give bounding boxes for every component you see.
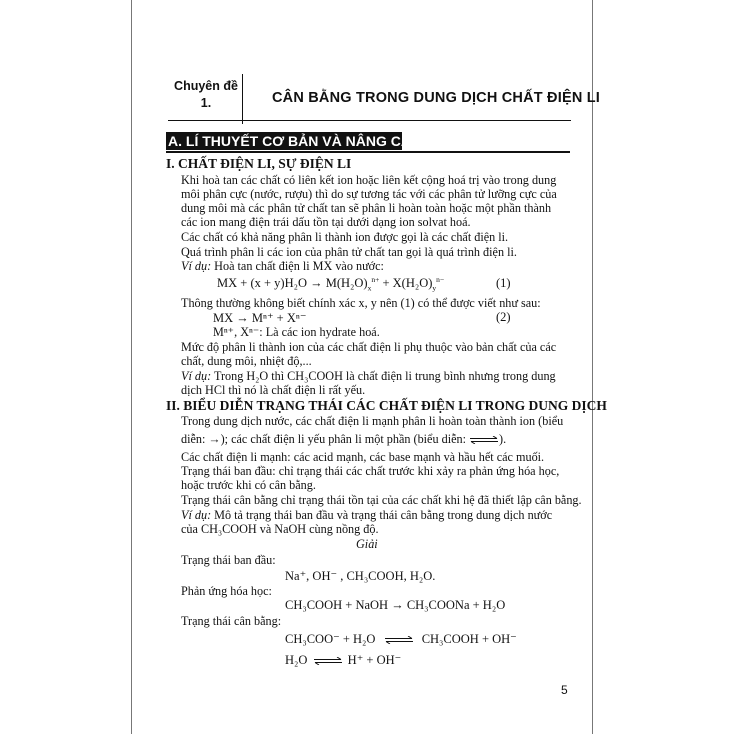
eq-b-right: H⁺ + OH⁻ — [347, 653, 402, 667]
page-number: 5 — [561, 683, 568, 697]
example-label: Ví dụ: — [181, 259, 212, 273]
paragraph-line: dung môi mà các phân tử chất tan sẽ phân li hoàn toàn hoặc một phần thành — [181, 201, 552, 215]
paragraph-line: môi phân cực (nước, rượu) thì do sự tương tác với các phân tử lưỡng cực của — [181, 187, 557, 201]
paragraph-line: dịch HCl thì nó là chất điện li rất yếu. — [181, 383, 366, 397]
eq1-right-b: + X(H₂O) — [382, 276, 433, 290]
equilibrium-equation-1 — [285, 631, 517, 647]
paragraph-line: Khi hoà tan các chất có liên kết ion hoặc liên kết cộng hoá trị vào trong dung — [181, 173, 557, 187]
example-line — [181, 369, 556, 383]
paragraph-line: Thông thường không biết chính xác x, y nên (1) có thể được viết như sau: — [181, 296, 541, 310]
paragraph-line: của CH₃COOH và NaOH cùng nồng độ. — [181, 522, 379, 536]
paragraph-line: các ion mang điện trái dấu tồn tại dưới dạng ion solvat hoá. — [181, 215, 471, 229]
example-label: Ví dụ: — [181, 508, 212, 522]
page-title: CÂN BẰNG TRONG DUNG DỊCH CHẤT ĐIỆN LI — [272, 90, 600, 106]
paragraph-line: Trong dung dịch nước, các chất điện li mạnh phân li hoàn toàn thành ion (biểu — [181, 414, 564, 428]
example-text: Trong H₂O thì CH₃COOH là chất điện li trung bình nhưng trong dung — [213, 369, 556, 383]
solution-label: Giải — [356, 537, 378, 551]
eq1-right-a: M(H₂O) — [325, 276, 368, 290]
eq-b-left: H₂O — [285, 653, 308, 667]
header-divider — [242, 74, 243, 124]
section-2-heading: II. BIỂU DIỄN TRẠNG THÁI CÁC CHẤT ĐIỆN LI TRONG DUNG DỊCH — [166, 398, 607, 413]
chapter-label-text: Chuyên đề — [174, 79, 238, 93]
paragraph-line — [181, 432, 506, 446]
paragraph-line: Quá trình phân li các ion của phân tử chất tan gọi là quá trình điện li. — [181, 245, 517, 259]
chapter-label — [170, 78, 242, 112]
eq2-left: MX — [213, 311, 234, 325]
paragraph-line: Trạng thái ban đầu: chỉ trạng thái các chất trước khi xảy ra phản ứng hóa học, — [181, 464, 560, 478]
paragraph-text: diễn: →); các chất điện li yếu phân li một phần (biểu diễn: — [181, 432, 466, 446]
example-text: Hoà tan chất điện li MX vào nước: — [214, 259, 384, 273]
eq2-right: Mⁿ⁺ + Xⁿ⁻ — [251, 311, 307, 325]
right-arrow-icon: → — [236, 311, 252, 325]
example-line — [181, 508, 552, 522]
right-arrow-icon: → — [310, 276, 326, 290]
eq2-number: (2) — [496, 310, 511, 324]
equilibrium-label: Trạng thái cân bằng: — [181, 614, 282, 628]
section-a-title: A. LÍ THUYẾT CƠ BẢN VÀ NÂNG CAO — [168, 133, 422, 149]
equation-2 — [213, 310, 306, 326]
equilibrium-arrow-icon — [311, 657, 345, 665]
eq-a-left: CH₃COO⁻ + H₂O — [285, 632, 376, 646]
example-text: Mô tả trạng thái ban đầu và trạng thái cân bằng trong dung dịch nước — [214, 508, 553, 522]
paragraph-line: chất, dung môi, nhiệt độ,... — [181, 354, 312, 368]
paragraph-line: hoặc trước khi có cân bằng. — [181, 478, 316, 492]
section-a-rule — [166, 151, 570, 153]
eq-a-right: CH₃COOH + OH⁻ — [421, 632, 517, 646]
example-label: Ví dụ: — [181, 369, 212, 383]
equilibrium-arrow-icon — [379, 636, 419, 644]
reaction-label: Phản ứng hóa học: — [181, 584, 272, 598]
header-rule — [168, 120, 571, 121]
eq1-left: MX + (x + y)H₂O — [217, 276, 307, 290]
equilibrium-arrow-icon — [469, 436, 499, 444]
paragraph-line: Các chất có khả năng phân li thành ion được gọi là các chất điện li. — [181, 230, 509, 244]
paragraph-line: Trạng thái cân bằng chỉ trạng thái tồn tại của các chất khi hệ đã thiết lập cân bằng. — [181, 493, 582, 507]
chapter-number: 1. — [200, 96, 212, 110]
section-1-heading: I. CHẤT ĐIỆN LI, SỰ ĐIỆN LI — [166, 156, 352, 171]
equation-1: MX + $(x + y)H_2O \to M(H_2O)_x^{n+} + X(H_2O)_y^{n-}$ — [217, 274, 445, 293]
initial-state: Na⁺, OH⁻ , CH₃COOH, H₂O. — [285, 569, 436, 583]
eq1-number: (1) — [496, 276, 511, 290]
paragraph-line: Mức độ phân li thành ion của các chất điện li phụ thuộc vào bản chất của các — [181, 340, 557, 354]
ion-note: Mⁿ⁺, Xⁿ⁻: Là các ion hydrate hoá. — [213, 325, 380, 339]
example-line — [181, 259, 384, 273]
reaction-equation: CH₃COOH + NaOH → CH₃COONa + H₂O — [285, 598, 506, 612]
paragraph-end: ). — [499, 432, 507, 446]
equilibrium-equation-2 — [285, 652, 401, 668]
paragraph-line: Các chất điện li mạnh: các acid mạnh, các base mạnh và hầu hết các muối. — [181, 450, 545, 464]
initial-state-label: Trạng thái ban đầu: — [181, 553, 276, 567]
